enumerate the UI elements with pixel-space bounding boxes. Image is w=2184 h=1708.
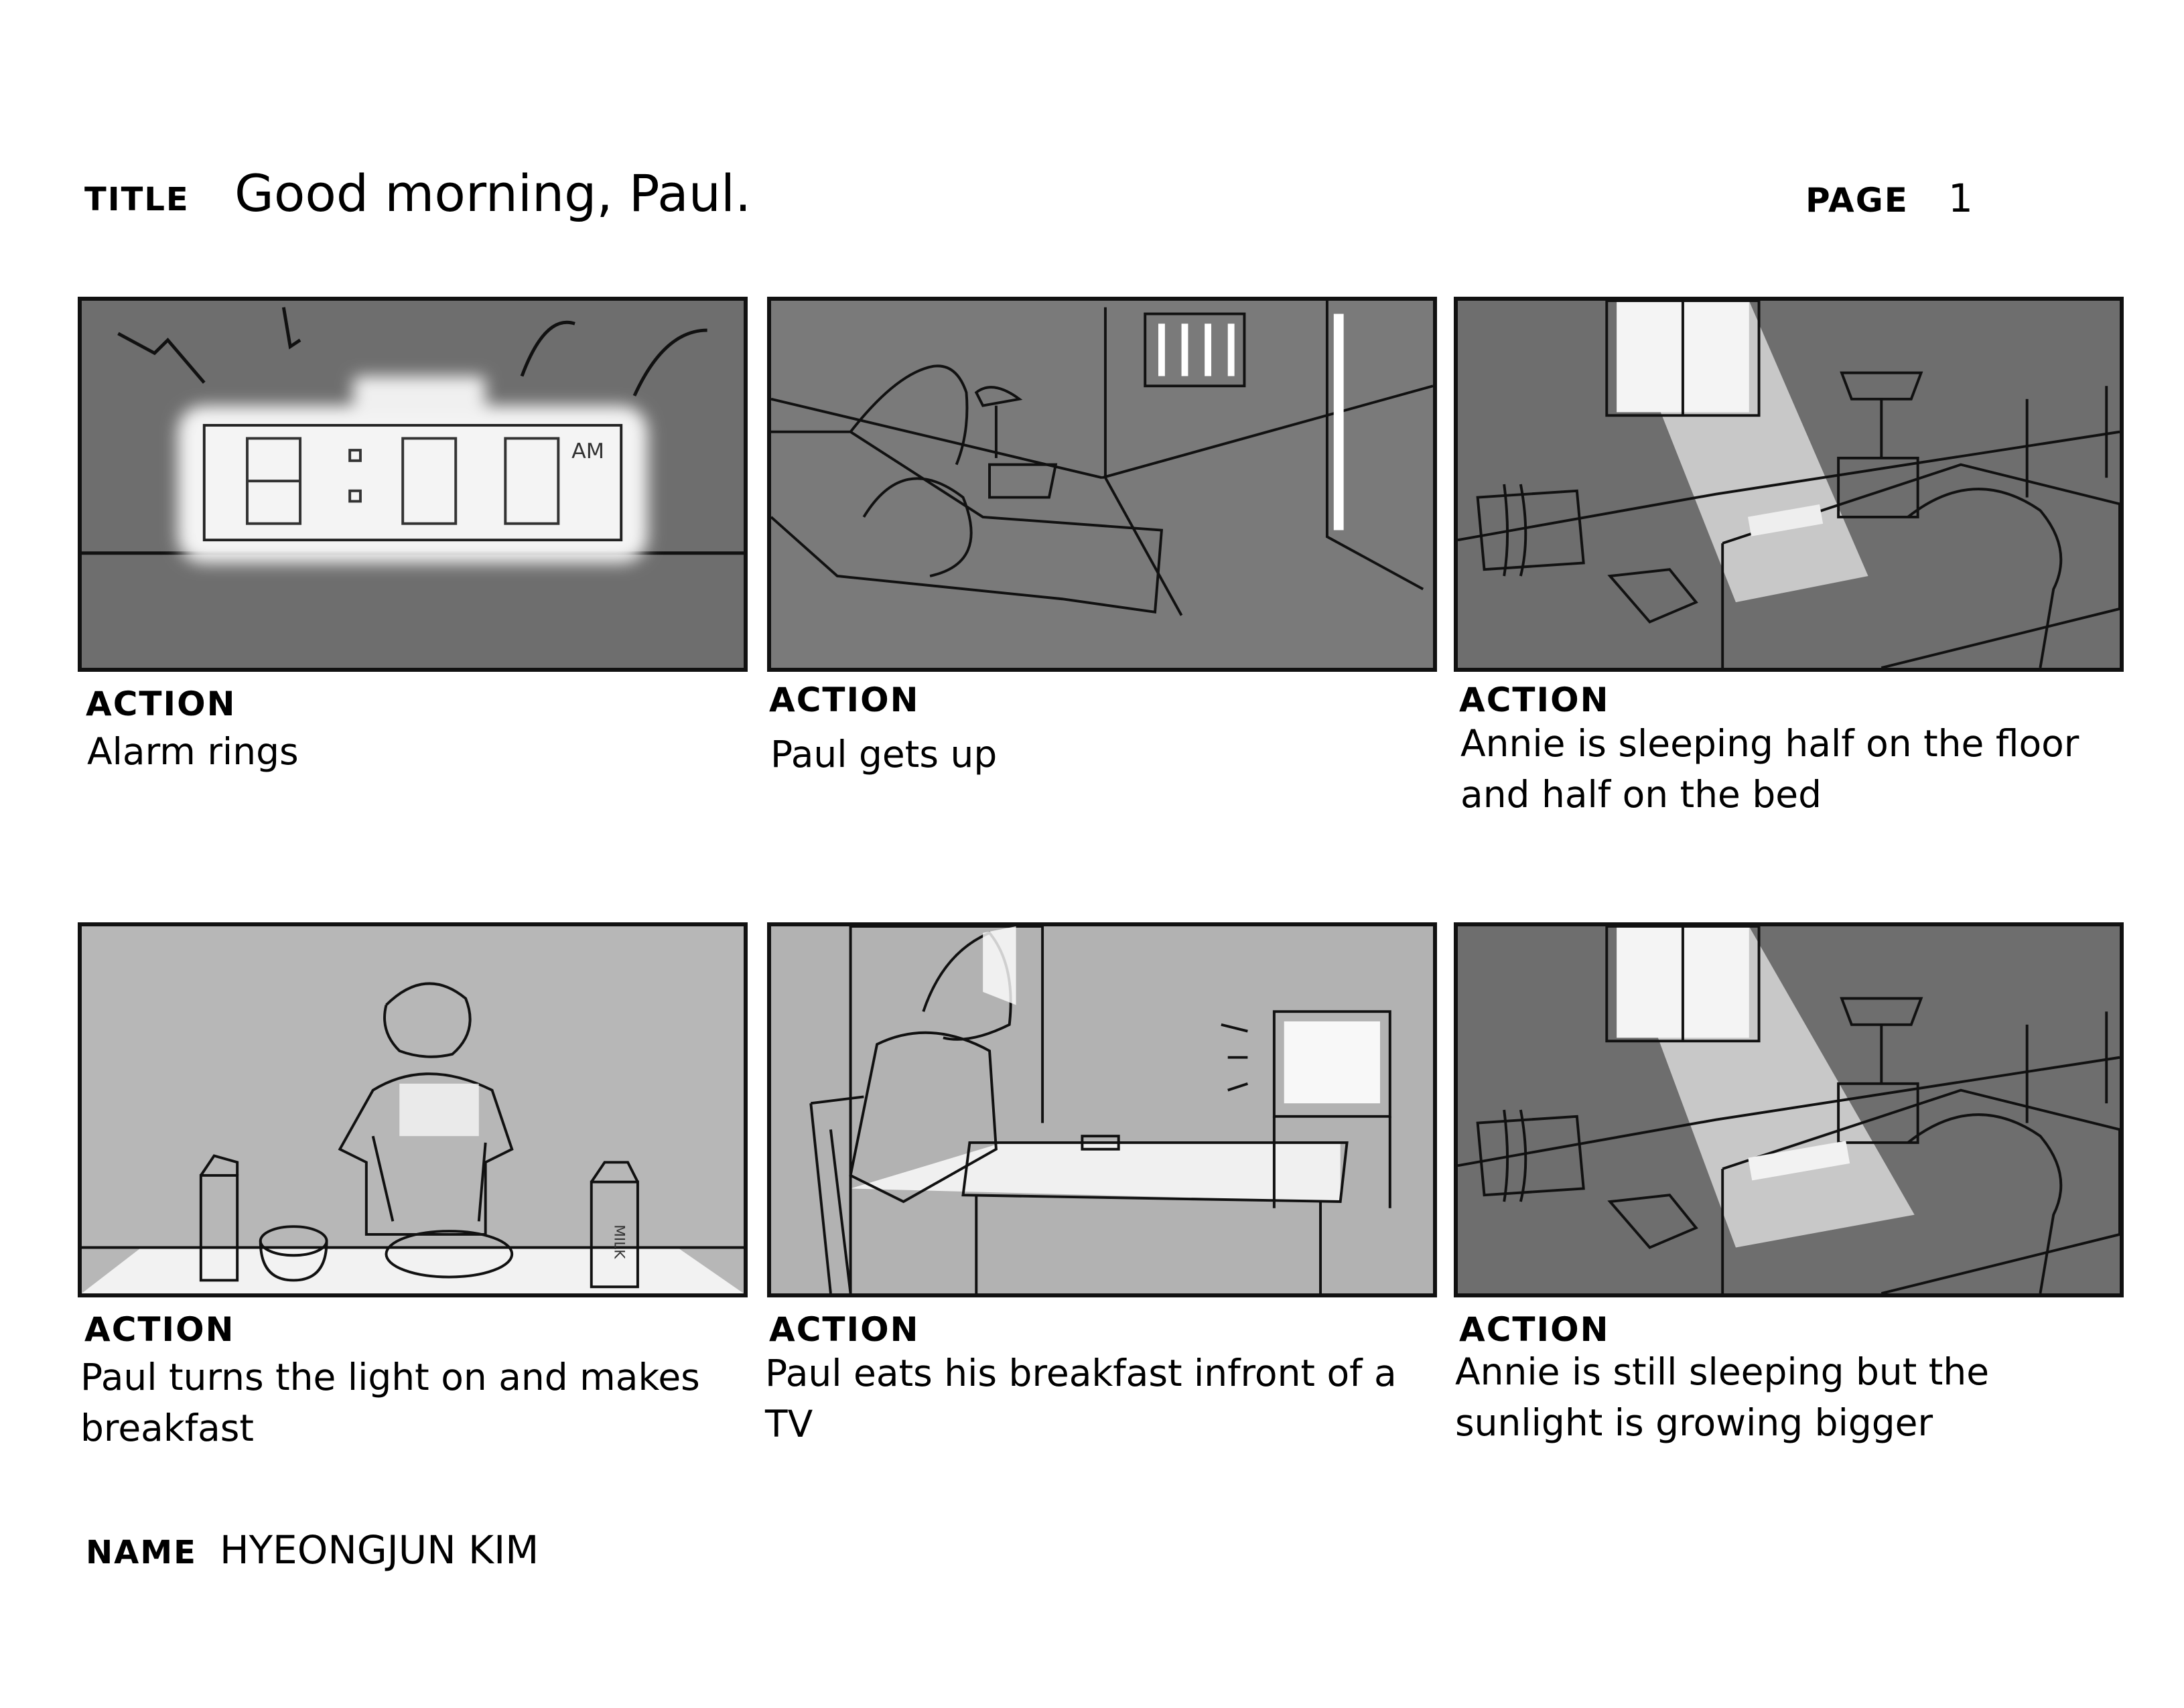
name-label: NAME: [86, 1534, 197, 1571]
panel-2-action-label: ACTION: [769, 681, 920, 719]
storyboard-title: Good morning, Paul.: [234, 163, 752, 223]
title-label: TITLE: [84, 181, 190, 218]
milk-carton-text: MILK: [610, 1224, 628, 1259]
page-label: PAGE: [1805, 181, 1909, 220]
panel-5-action-text: Paul eats his breakfast infront of a TV: [765, 1352, 1397, 1445]
panel-6-action-label: ACTION: [1459, 1310, 1610, 1349]
panel-1-action-label: ACTION: [86, 685, 236, 723]
clock-am-text: AM: [571, 439, 605, 464]
panel-2-action-text: Paul gets up: [770, 733, 998, 776]
panel-4-action-label: ACTION: [84, 1310, 235, 1349]
panel-4-kitchen-breakfast-sketch: [78, 922, 748, 1297]
panel-1-alarm-clock-sketch: [78, 297, 748, 672]
panel-5-table-tv-sketch: [767, 922, 1437, 1297]
panel-3-bedroom-sunlight-sketch: [1454, 297, 2124, 672]
panel-3-action-text: Annie is sleeping half on the floor and half on the bed: [1460, 722, 2079, 816]
panel-2-bedroom-wakeup-sketch: [767, 297, 1437, 672]
panel-1-action-text: Alarm rings: [87, 730, 299, 773]
panel-5-action-label: ACTION: [769, 1310, 920, 1349]
panel-4-action-text: Paul turns the light on and makes breakfast: [80, 1356, 700, 1449]
panel-3-action-label: ACTION: [1459, 681, 1610, 719]
panel-6-action-text: Annie is still sleeping but the sunlight is growing bigger: [1455, 1350, 1990, 1444]
page-number: 1: [1948, 175, 1973, 221]
panel-6-bedroom-sunlight-bigger-sketch: [1454, 922, 2124, 1297]
artist-name: HYEONGJUN KIM: [220, 1527, 539, 1573]
